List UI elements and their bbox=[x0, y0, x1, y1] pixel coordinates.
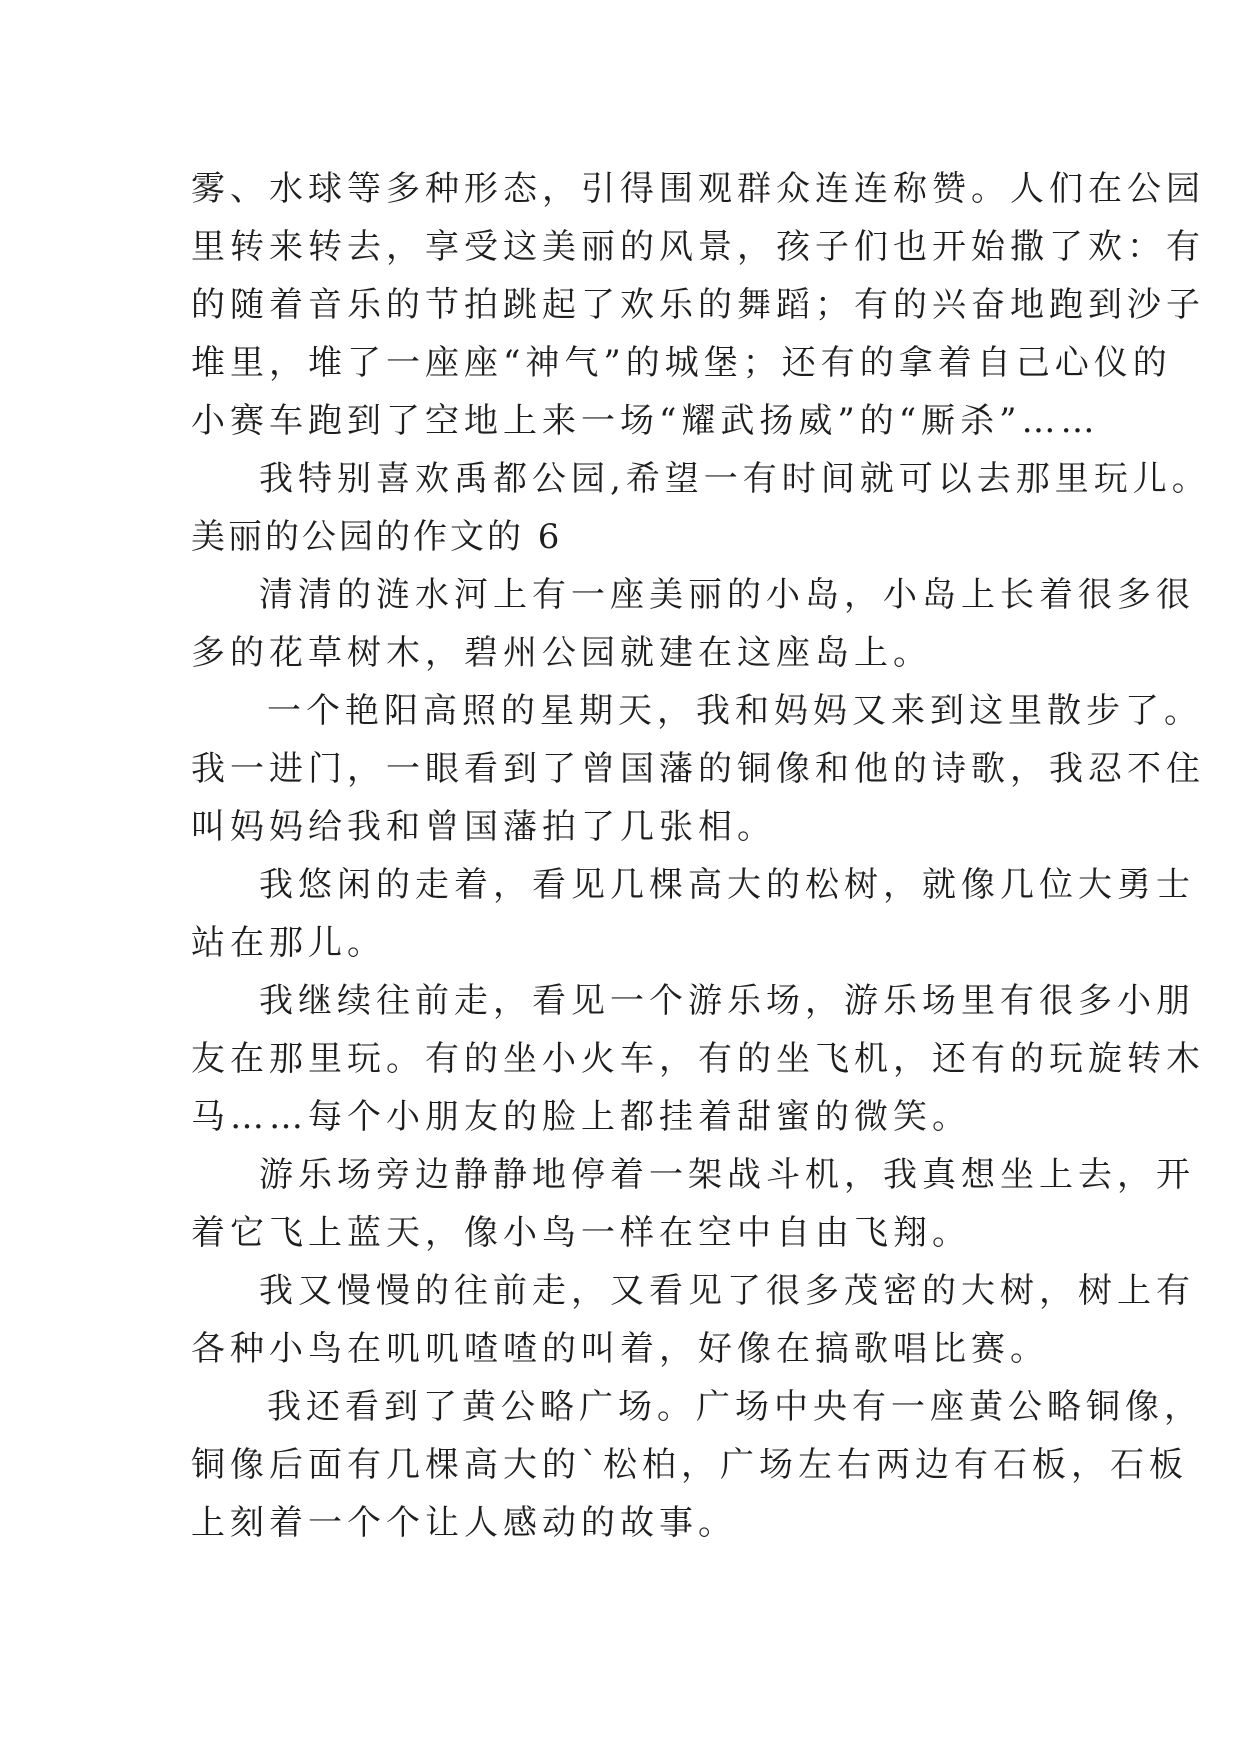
text-line: 着它飞上蓝天，像小鸟一样在空中自由飞翔。 bbox=[191, 1213, 971, 1253]
text-line: 我一进门，一眼看到了曾国藩的铜像和他的诗歌，我忍不住 bbox=[191, 749, 1205, 789]
paragraph-line: 我悠闲的走着，看见几棵高大的松树，就像几位大勇士 bbox=[259, 865, 1195, 905]
section-heading: 美丽的公园的作文的 6 bbox=[191, 517, 563, 557]
text-line: 铜像后面有几棵高大的`松柏，广场左右两边有石板，石板 bbox=[191, 1445, 1188, 1485]
text-line: 里转来转去，享受这美丽的风景，孩子们也开始撒了欢：有 bbox=[191, 227, 1205, 267]
paragraph-line: 游乐场旁边静静地停着一架战斗机，我真想坐上去，开 bbox=[259, 1155, 1195, 1195]
text-line: 小赛车跑到了空地上来一场“耀武扬威”的“厮杀”…… bbox=[191, 401, 1100, 441]
paragraph-line: 我特别喜欢禹都公园,希望一有时间就可以去那里玩儿。 bbox=[259, 459, 1211, 499]
paragraph-line: 我又慢慢的往前走，又看见了很多茂密的大树，树上有 bbox=[259, 1271, 1195, 1311]
text-line: 叫妈妈给我和曾国藩拍了几张相。 bbox=[191, 807, 776, 847]
paragraph-line: 清清的涟水河上有一座美丽的小岛，小岛上长着很多很 bbox=[259, 575, 1195, 615]
paragraph-line: 一个艳阳高照的星期天，我和妈妈又来到这里散步了。 bbox=[267, 691, 1203, 731]
text-line: 多的花草树木，碧州公园就建在这座岛上。 bbox=[191, 633, 932, 673]
document-body bbox=[191, 160, 1211, 1552]
text-line: 堆里，堆了一座座“神气”的城堡；还有的拿着自己心仪的 bbox=[191, 343, 1172, 383]
text-line: 友在那里玩。有的坐小火车，有的坐飞机，还有的玩旋转木 bbox=[191, 1039, 1205, 1079]
text-line: 上刻着一个个让人感动的故事。 bbox=[191, 1503, 737, 1543]
text-line: 马……每个小朋友的脸上都挂着甜蜜的微笑。 bbox=[191, 1097, 971, 1137]
paragraph-line: 我还看到了黄公略广场。广场中央有一座黄公略铜像， bbox=[267, 1387, 1203, 1427]
text-line: 各种小鸟在叽叽喳喳的叫着，好像在搞歌唱比赛。 bbox=[191, 1329, 1049, 1369]
paragraph-line: 我继续往前走，看见一个游乐场，游乐场里有很多小朋 bbox=[259, 981, 1195, 1021]
text-line: 雾、水球等多种形态，引得围观群众连连称赞。人们在公园 bbox=[191, 169, 1205, 209]
text-line: 站在那儿。 bbox=[191, 923, 386, 963]
text-line: 的随着音乐的节拍跳起了欢乐的舞蹈；有的兴奋地跑到沙子 bbox=[191, 285, 1205, 325]
